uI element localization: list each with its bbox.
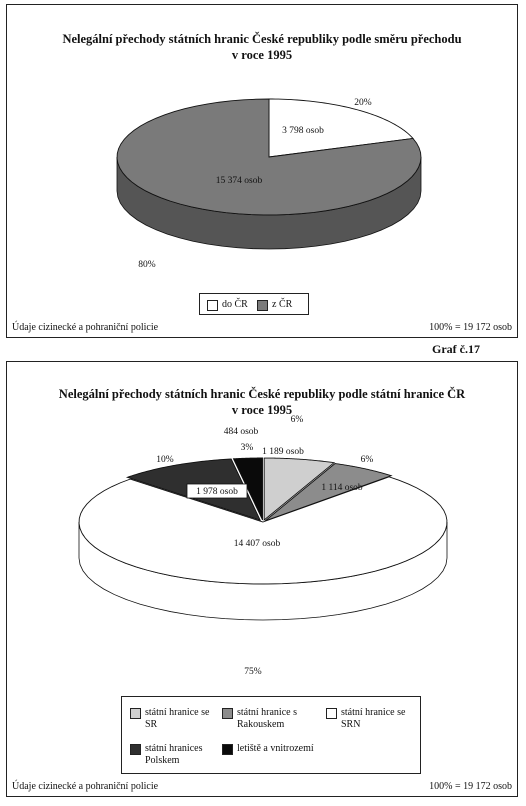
data-label: 6% [290,415,304,425]
source-note: Údaje cizinecké a pohraniční policie [12,322,159,333]
data-label: 14 407 osob [233,539,281,549]
total-note: 100% = 19 172 osob [429,322,512,333]
legend-item [130,743,222,767]
legend-item [257,299,292,311]
pie-chart-direction [7,5,519,339]
legend-label: státní hranice se SR [145,707,210,730]
data-label: 80% [138,260,156,270]
legend-swatch [326,708,337,719]
chart-title-line1: Nelegální přechody státních hranic České republiky podle státní hranice ČR [58,387,466,401]
legend-item [326,707,418,731]
legend-item [222,743,332,755]
legend-swatch [222,744,233,755]
legend-label: do ČR [222,299,248,310]
data-label: 3% [240,443,254,453]
chart-panel-direction [6,4,518,338]
legend-label: státní hranices Polskem [145,743,203,766]
legend-label: letiště a vnitrozemí [237,743,314,754]
data-label: 484 osob [223,427,259,437]
legend-label: z ČR [272,299,293,310]
legend-swatch [222,708,233,719]
data-label: 75% [244,667,262,677]
legend-item [130,707,222,731]
data-label: 15 374 osob [215,176,263,186]
chart-title-line2: v roce 1995 [231,48,293,62]
data-label: 1 978 osob [196,487,238,497]
legend-item [207,299,248,311]
data-label: 20% [354,98,372,108]
chart-legend [199,293,309,315]
legend-label: státní hranice se SRN [341,707,406,730]
legend-swatch [130,708,141,719]
legend-swatch [257,300,268,311]
source-note: Údaje cizinecké a pohraniční policie [12,781,159,792]
data-label: 1 114 osob [321,483,363,493]
chart-title-line1: Nelegální přechody státních hranic České republiky podle směru přechodu [62,32,462,46]
legend-swatch [207,300,218,311]
chart-title-line2: v roce 1995 [231,403,293,417]
data-label: 1 189 osob [262,447,304,457]
data-label: 10% [156,455,174,465]
chart-legend [121,696,421,774]
legend-item [222,707,320,731]
data-label: 6% [360,455,374,465]
graph-number-label: Graf č.17 [432,342,480,356]
legend-swatch [130,744,141,755]
total-note: 100% = 19 172 osob [429,781,512,792]
legend-label: státní hranice s Rakouskem [237,707,297,730]
data-label: 3 798 osob [282,126,324,136]
chart-panel-border [6,361,518,797]
